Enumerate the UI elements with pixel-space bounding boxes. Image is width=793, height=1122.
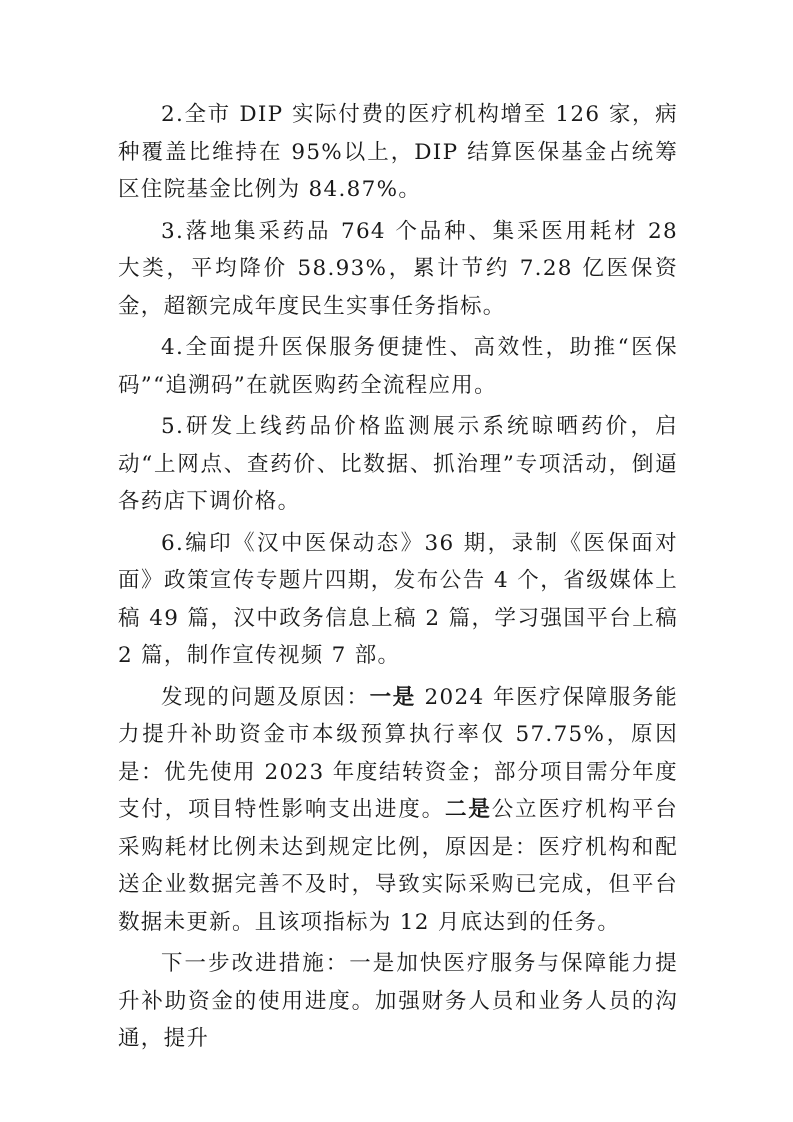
next-steps-paragraph: 下一步改进措施：一是加快医疗服务与保障能力提升补助资金的使用进度。加强财务人员和业务人员的沟通，提升 bbox=[118, 951, 678, 1051]
problems-paragraph bbox=[118, 679, 678, 942]
paragraph-item-4: 4.全面提升医保服务便捷性、高效性，助推“医保码”“追溯码”在就医购药全流程应用。 bbox=[118, 335, 678, 398]
first-marker: 一是 bbox=[369, 684, 416, 710]
second-marker: 二是 bbox=[444, 797, 492, 822]
paragraph-item-3: 3.落地集采药品 764 个品种、集采医用耗材 28 大类，平均降价 58.93%，累计节约 7.28 亿医保资金，超额完成年度民生实事任务指标。 bbox=[118, 218, 678, 319]
document-body bbox=[118, 96, 678, 1058]
second-problem-text: 公立医疗机构平台采购耗材比例未达到规定比例，原因是：医疗机构和配送企业数据完善不及时，导致实际采购已完成，但平台数据未更新。且该项指标为 12 月底达到的任务。 bbox=[118, 797, 678, 935]
problems-intro: 发现的问题及原因： bbox=[161, 684, 370, 710]
paragraph-item-2: 2.全市 DIP 实际付费的医疗机构增至 126 家，病种覆盖比维持在 95%以上，DIP 结算医保基金占统筹区住院基金比例为 84.87%。 bbox=[118, 102, 678, 202]
paragraph-item-6: 6.编印《汉中医保动态》36 期，录制《医保面对面》政策宣传专题片四期，发布公告 4 个，省级媒体上稿 49 篇，汉中政务信息上稿 2 篇，学习强国平台上稿 2 篇，制作宣传视频 7 部。 bbox=[118, 530, 678, 668]
paragraph-item-5: 5.研发上线药品价格监测展示系统晾晒药价，启动“上网点、查药价、比数据、抓治理”专项活动，倒逼各药店下调价格。 bbox=[118, 414, 678, 514]
first-problem-text: 2024 年医疗保障服务能力提升补助资金市本级预算执行率仅 57.75%，原因是：优先使用 2023 年度结转资金；部分项目需分年度支付，项目特性影响支出进度。 bbox=[118, 684, 679, 822]
